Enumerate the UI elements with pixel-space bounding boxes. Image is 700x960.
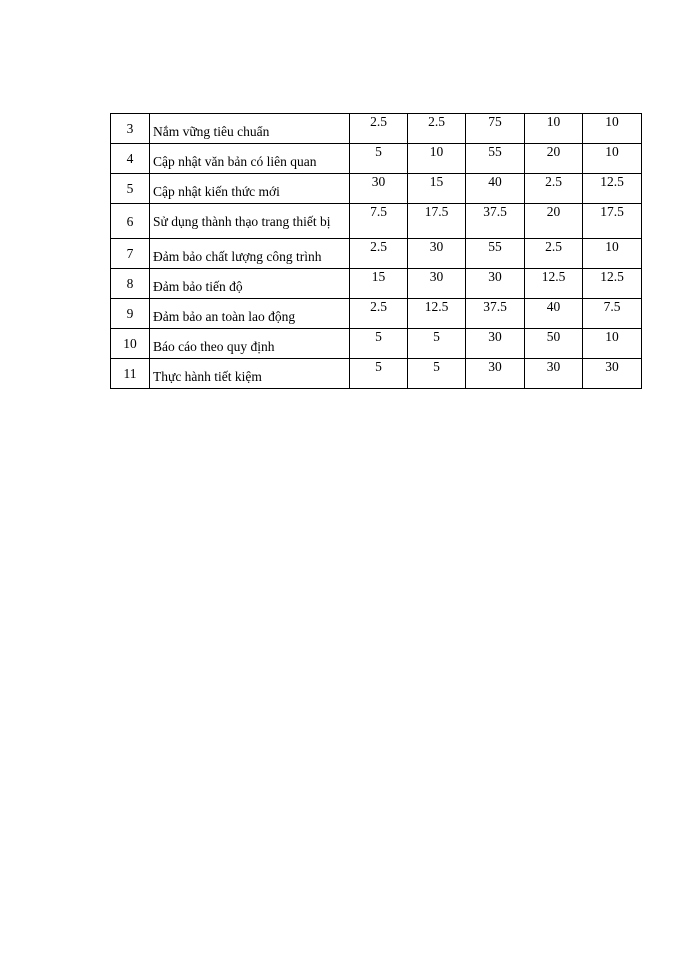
row-content: Nắm vững tiêu chuẩn — [150, 114, 350, 144]
row-value: 12.5 — [583, 174, 642, 204]
row-value: 5 — [408, 329, 466, 359]
row-number: 8 — [111, 269, 150, 299]
row-value: 30 — [408, 239, 466, 269]
row-value: 10 — [583, 144, 642, 174]
row-value: 30 — [466, 269, 525, 299]
survey-table — [110, 113, 642, 389]
row-value: 15 — [408, 174, 466, 204]
row-value: 2.5 — [350, 299, 408, 329]
row-value: 37.5 — [466, 299, 525, 329]
row-number: 11 — [111, 359, 150, 389]
table-row — [111, 359, 642, 389]
row-value: 12.5 — [583, 269, 642, 299]
row-value: 2.5 — [525, 174, 583, 204]
table-row — [111, 114, 642, 144]
row-value: 75 — [466, 114, 525, 144]
row-value: 17.5 — [408, 204, 466, 239]
table-row — [111, 174, 642, 204]
row-content: Báo cáo theo quy định — [150, 329, 350, 359]
row-number: 4 — [111, 144, 150, 174]
table-row — [111, 329, 642, 359]
row-value: 12.5 — [408, 299, 466, 329]
row-value: 20 — [525, 204, 583, 239]
row-value: 10 — [583, 239, 642, 269]
row-value: 17.5 — [583, 204, 642, 239]
row-value: 2.5 — [350, 239, 408, 269]
row-value: 30 — [583, 359, 642, 389]
row-value: 30 — [350, 174, 408, 204]
row-content: Cập nhật văn bản có liên quan — [150, 144, 350, 174]
row-content: Thực hành tiết kiệm — [150, 359, 350, 389]
row-value: 2.5 — [525, 239, 583, 269]
row-value: 50 — [525, 329, 583, 359]
row-value: 30 — [466, 329, 525, 359]
row-value: 40 — [525, 299, 583, 329]
row-number: 3 — [111, 114, 150, 144]
row-number: 6 — [111, 204, 150, 239]
row-number: 10 — [111, 329, 150, 359]
row-value: 7.5 — [350, 204, 408, 239]
row-value: 37.5 — [466, 204, 525, 239]
row-value: 10 — [583, 329, 642, 359]
table-row — [111, 269, 642, 299]
table-row — [111, 204, 642, 239]
row-content: Sử dụng thành thạo trang thiết bị — [150, 204, 350, 239]
row-content: Đảm bảo an toàn lao động — [150, 299, 350, 329]
table-row — [111, 144, 642, 174]
table-row — [111, 299, 642, 329]
row-number: 9 — [111, 299, 150, 329]
row-value: 30 — [408, 269, 466, 299]
row-value: 2.5 — [350, 114, 408, 144]
row-value: 12.5 — [525, 269, 583, 299]
row-value: 5 — [408, 359, 466, 389]
row-value: 30 — [525, 359, 583, 389]
row-number: 5 — [111, 174, 150, 204]
row-value: 20 — [525, 144, 583, 174]
row-value: 10 — [408, 144, 466, 174]
table-row — [111, 239, 642, 269]
row-value: 5 — [350, 359, 408, 389]
row-content: Cập nhật kiến thức mới — [150, 174, 350, 204]
row-number: 7 — [111, 239, 150, 269]
row-value: 7.5 — [583, 299, 642, 329]
row-value: 55 — [466, 239, 525, 269]
row-value: 2.5 — [408, 114, 466, 144]
row-content: Đảm bảo chất lượng công trình — [150, 239, 350, 269]
row-value: 40 — [466, 174, 525, 204]
row-value: 15 — [350, 269, 408, 299]
row-value: 30 — [466, 359, 525, 389]
row-value: 10 — [525, 114, 583, 144]
row-value: 5 — [350, 329, 408, 359]
row-value: 10 — [583, 114, 642, 144]
row-value: 5 — [350, 144, 408, 174]
row-value: 55 — [466, 144, 525, 174]
row-content: Đảm bảo tiến độ — [150, 269, 350, 299]
